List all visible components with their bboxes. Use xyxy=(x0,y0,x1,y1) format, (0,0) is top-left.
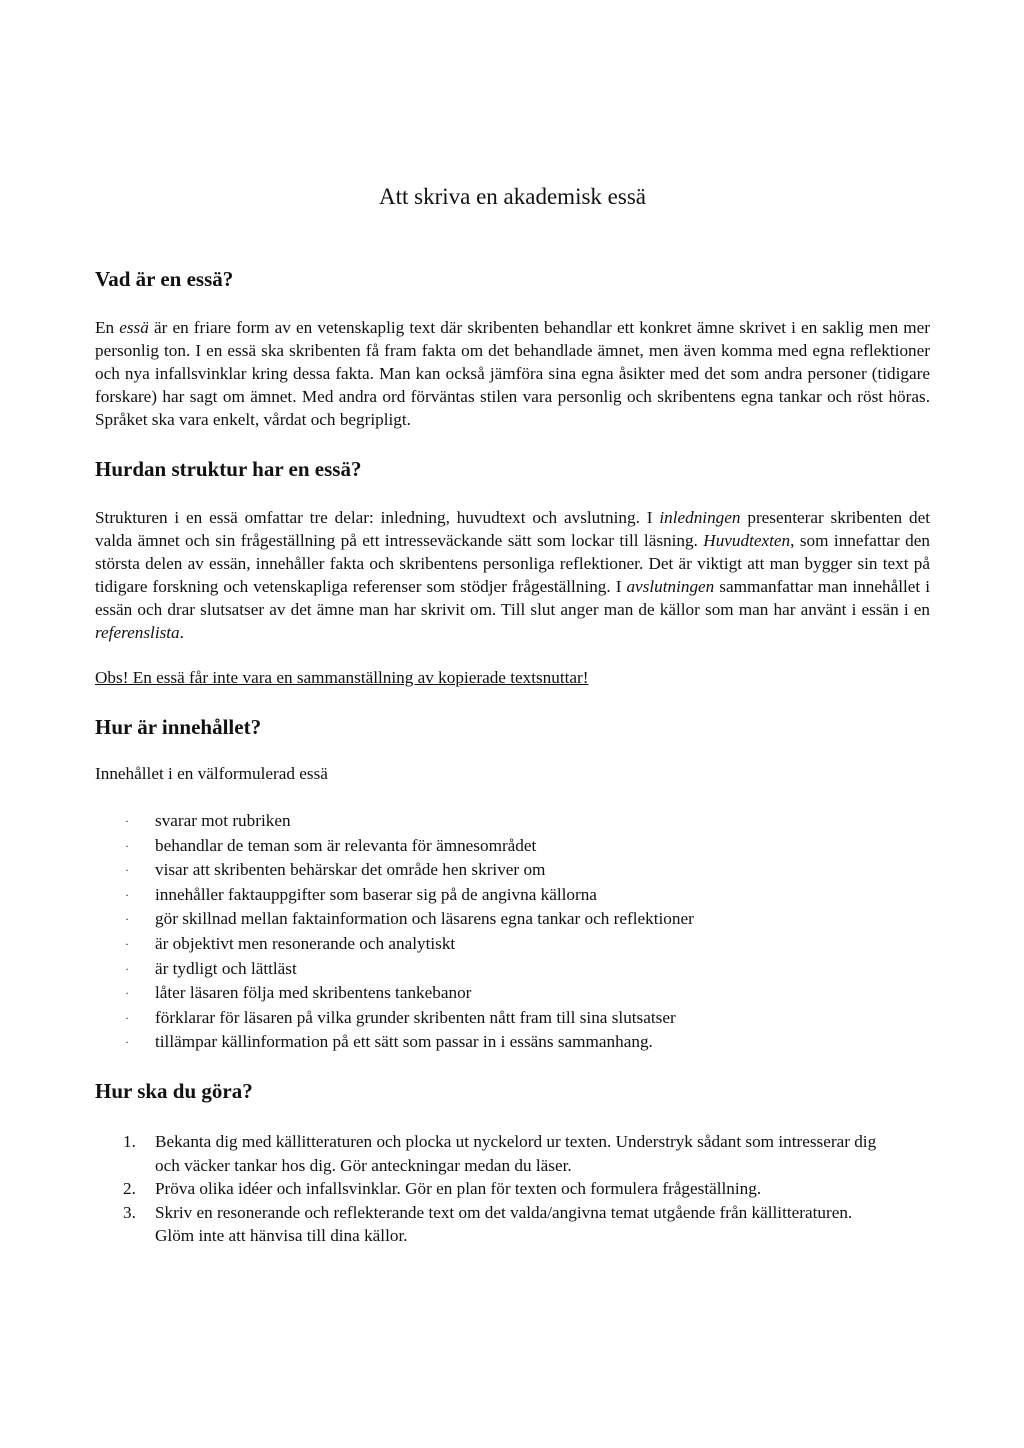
content-bullet-list xyxy=(95,809,694,1055)
list-item-text: svarar mot rubriken xyxy=(155,811,291,830)
text-run: , som innefattar den största delen av essän, innehåller fakta och skribentens personliga reflektioner. Det är viktigt att man bygger sin text på tidigare forskning och vetenskapliga referenser som stödjer frågeställning. I xyxy=(95,531,930,596)
list-item xyxy=(95,809,694,834)
list-item xyxy=(95,834,694,859)
list-item xyxy=(95,858,694,883)
text-run: Strukturen i en essä omfattar tre delar: inledning, huvudtext och avslutning. I xyxy=(95,508,660,527)
list-item-text: behandlar de teman som är relevanta för ämnesområdet xyxy=(155,835,537,855)
list-item xyxy=(95,1030,694,1055)
emphasis-avslutningen: avslutningen xyxy=(626,577,715,596)
text-run: presenterar skribenten det valda ämnet och sin frågeställning på ett intresseväckande sätt som lockar till läsning. xyxy=(95,508,930,550)
step-number: 3. xyxy=(123,1202,136,1222)
list-item xyxy=(95,957,694,982)
bullet-icon: · xyxy=(125,961,129,976)
list-item-text: tillämpar källinformation på ett sätt som passar in i essäns sammanhang. xyxy=(155,1032,653,1052)
text-run: är en friare form av en vetenskaplig text där skribenten behandlar ett konkret ämne skrivet i en saklig men mer personlig ton. I en essä ska skribenten få fram fakta om det behandlade ämnet, men även komma med egna reflektioner och nya infallsvinklar kring dessa fakta. Man kan också jämföra sina egna åsikter med det som andra personer (tidigare forskare) har sagt om ämnet. Med andra ord förväntas stilen vara personlig och skribentens egna tankar och röst höras. Språket ska vara enkelt, vårdat och begripligt. xyxy=(95,318,931,429)
list-item xyxy=(95,981,694,1006)
step-text: Bekanta dig med källitteraturen och plocka ut nyckelord ur texten. Understryk sådant som intresserar dig och väcker tankar hos dig. Gör anteckningar medan du läser. xyxy=(155,1132,877,1175)
list-item-text: innehåller faktauppgifter som baserar sig på de angivna källorna xyxy=(155,884,597,904)
list-item-text: visar att skribenten behärskar det område hen skriver om xyxy=(155,860,546,880)
emphasis-referenslista: referenslista xyxy=(95,623,180,642)
heading-content: Hur är innehållet? xyxy=(95,715,262,739)
heading-how-to: Hur ska du göra? xyxy=(95,1079,253,1103)
list-item xyxy=(95,932,694,957)
bullet-icon: · xyxy=(125,863,129,878)
list-item-text: är tydligt och lättläst xyxy=(155,958,297,978)
list-item-text: låter läsaren följa med skribentens tankebanor xyxy=(155,983,472,1003)
emphasis-essa: essä xyxy=(119,318,149,337)
list-item-text: förklarar för läsaren på vilka grunder skribenten nått fram till sina slutsatser xyxy=(155,1007,676,1027)
heading-what-is-essay: Vad är en essä? xyxy=(95,267,234,291)
text-run: sammanfattar man innehållet i essän och drar slutsatser av det ämne man har skrivit om. Till slut anger man de källor som man har använt i essän i en xyxy=(95,577,930,619)
bullet-icon: · xyxy=(125,1035,129,1050)
paragraph-what-is-essay xyxy=(95,316,930,431)
list-item xyxy=(95,1006,694,1031)
bullet-icon: · xyxy=(125,912,129,927)
list-item xyxy=(95,907,694,932)
steps-list xyxy=(95,1130,895,1248)
emphasis-huvudtexten: Huvudtexten xyxy=(703,531,791,550)
step-text: Skriv en resonerande och reflekterande text om det valda/angivna temat utgående från källitteraturen. Glöm inte att hänvisa till dina källor. xyxy=(155,1202,853,1245)
bullet-icon: · xyxy=(125,986,129,1001)
bullet-icon: · xyxy=(125,887,129,902)
list-item xyxy=(95,883,694,908)
list-item xyxy=(95,1201,895,1248)
list-item-text: gör skillnad mellan faktainformation och läsarens egna tankar och reflektioner xyxy=(155,909,694,929)
list-item-text: är objektivt men resonerande och analytiskt xyxy=(155,933,456,953)
bullet-icon: · xyxy=(125,814,129,828)
paragraph-structure xyxy=(95,506,930,644)
step-text: Pröva olika idéer och infallsvinklar. Gör en plan för texten och formulera frågeställning. xyxy=(155,1179,762,1198)
step-number: 1. xyxy=(123,1132,136,1151)
emphasis-inledningen: inledningen xyxy=(659,508,741,527)
note-warning: Obs! En essä får inte vara en sammanställning av kopierade textsnuttar! xyxy=(95,668,589,687)
text-run: . xyxy=(179,623,184,642)
list-item xyxy=(95,1130,895,1177)
text-run: En xyxy=(95,318,120,337)
step-number: 2. xyxy=(123,1179,136,1198)
heading-structure: Hurdan struktur har en essä? xyxy=(95,457,362,481)
document-title: Att skriva en akademisk essä xyxy=(379,184,646,209)
bullet-icon: · xyxy=(125,1010,129,1025)
bullet-icon: · xyxy=(125,936,129,951)
list-item xyxy=(95,1177,895,1201)
paragraph-content-intro: Innehållet i en välformulerad essä xyxy=(95,764,328,783)
bullet-icon: · xyxy=(125,838,129,853)
